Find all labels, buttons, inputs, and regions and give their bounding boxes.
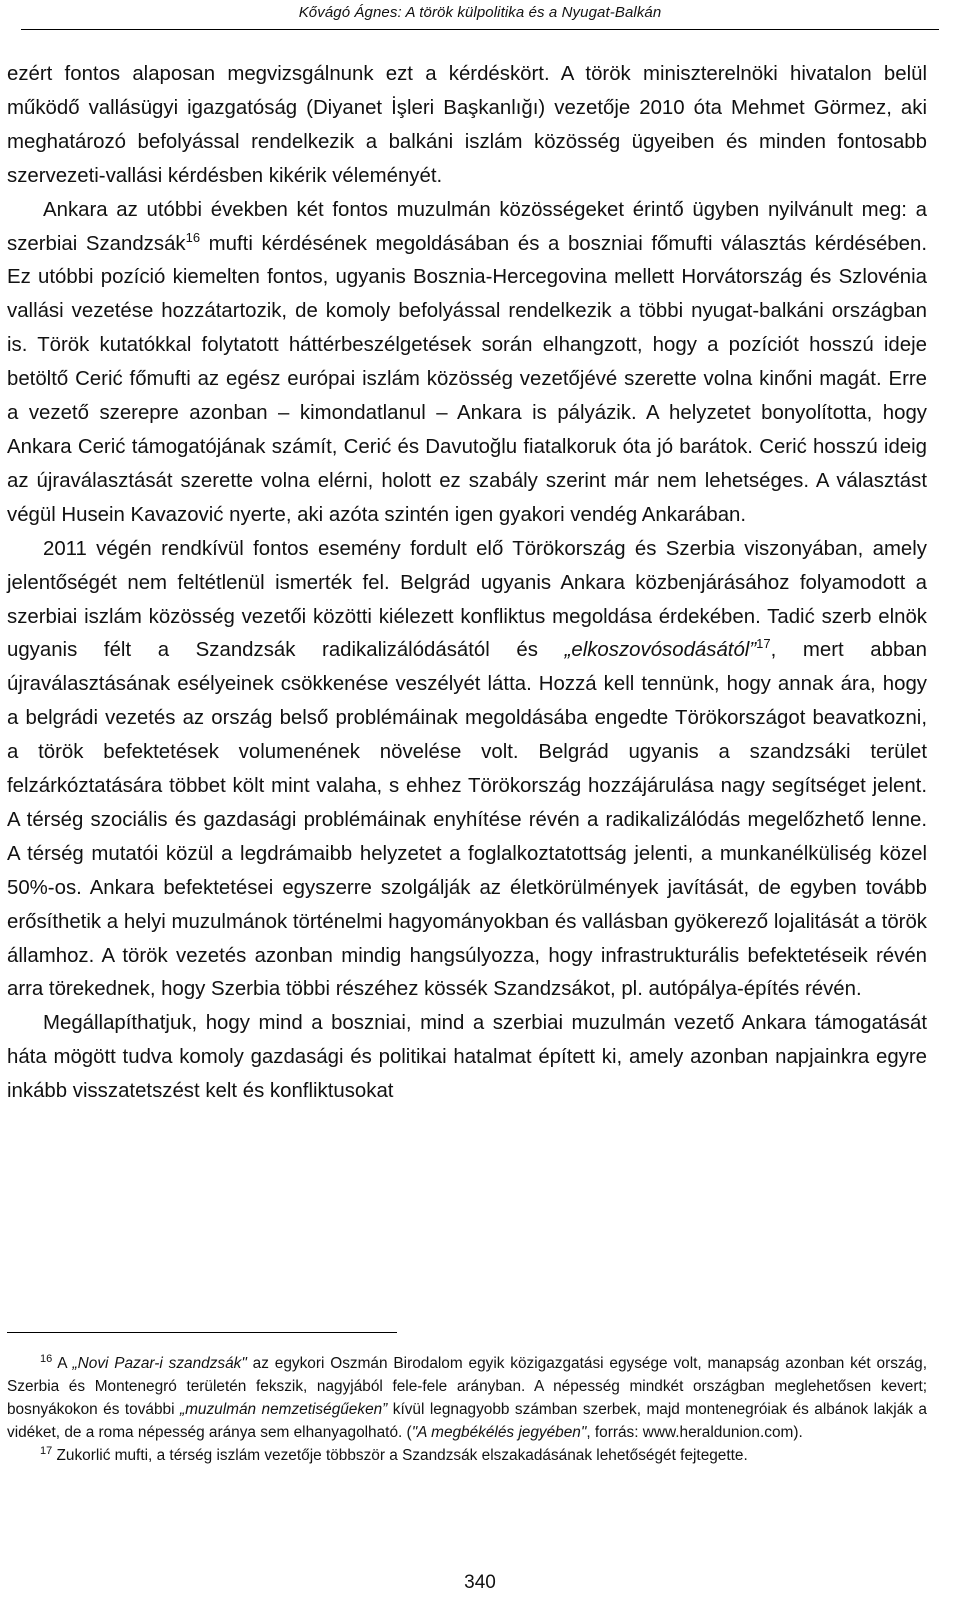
running-header	[0, 4, 960, 30]
quoted-term: „elkoszovósodásától”	[564, 639, 757, 662]
footnote-ref-17[interactable]: 17	[756, 636, 771, 652]
paragraph-1-text: ezért fontos alaposan megvizsgálnunk ezt a kérdéskört. A török miniszterelnöki hivatalon belül működő vallásügyi igazgatóság (Diyanet İşleri Başkanlığı) vezetője 2010 óta Mehmet Görmez, aki meghatározó befolyással rendelkezik a balkáni iszlám közösség ügyeiben és minden fontosabb szervezeti-vallási kérdésben kikérik véleményét.	[7, 63, 927, 187]
footnote-17	[7, 1444, 927, 1467]
page-number: 340	[464, 1572, 496, 1593]
paragraph-1	[7, 58, 927, 194]
main-text	[7, 58, 927, 1109]
footnote-17-number: 17	[40, 1444, 53, 1457]
paragraph-3-text-a: 2011 végén rendkívül fontos esemény fordult elő Törökország és Szerbia viszonyában, amely jelentőségét nem feltétlenül ismerték fel. Belgrád ugyanis Ankara közbenjárásához folyamodott a szerbiai iszlám közösség vezetői közötti kiélezett konfliktus megoldása érdekében. Tadić szerb elnök ugyanis félt a Szandzsák radikalizálódásától és	[7, 537, 927, 662]
paragraph-3	[7, 533, 927, 1008]
footnote-16-term-2: „muzulmán nemzetiségűeken”	[179, 1401, 388, 1418]
paragraph-3-text-b: , mert abban újraválasztásának esélyeinek csökkenése veszélyét látta. Hozzá kell tennünk, hogy annak ára, hogy a belgrádi vezetés az ország belső problémáinak megoldásába engedte Törökországot beavatkozni, a török befektetések volumenének növelése volt. Belgrád ugyanis a szandzsáki terület felzárkóztatására többet költ mint valaha, s ehhez Törökország hozzájárulása nagy segítséget jelent. A térség szociális és gazdasági problémáinak enyhítése révén a radikalizálódás megelőzhető lenne. A térség mutatói közül a legdrámaibb helyzetet a foglalkoztatottság jelenti, a munkanélküliség közel 50%-os. Ankara befektetései egyszerre szolgálják az életkörülmények javítását, de egyben tovább erősíthetik a helyi muzulmánok történelmi hagyományokban és vallásban gyökerező lojalitását a török államhoz. A török vezetés azonban mindig hangsúlyozza, hogy infrastrukturális befektetéseik révén arra törekednek, hogy Szerbia többi részéhez kössék Szandzsákot, pl. autópálya-építés révén.	[7, 639, 927, 1001]
running-title: Kővágó Ágnes: A török külpolitika és a Nyugat-Balkán	[298, 4, 662, 21]
footnote-16-number: 16	[40, 1352, 53, 1365]
footnote-16-text-a: A	[52, 1355, 73, 1372]
footnote-16-term: „Novi Pazar-i szandzsák"	[72, 1355, 247, 1372]
paragraph-4	[7, 1007, 927, 1109]
paragraph-2-text-a: Ankara az utóbbi években két fontos muzulmán közösségeket érintő ügyben nyilvánult meg: a szerbiai Szandzsák	[7, 198, 927, 255]
paragraph-2	[7, 194, 927, 533]
footnote-separator	[7, 1332, 397, 1333]
footnote-17-text: Zukorlić mufti, a térség iszlám vezetője többször a Szandzsák elszakadásának lehetőségét fejtegette.	[52, 1447, 748, 1464]
footnotes	[7, 1352, 927, 1467]
paragraph-2-text-b: mufti kérdésének megoldásában és a boszniai főmufti választás kérdésében. Ez utóbbi pozíció kiemelten fontos, ugyanis Bosznia-Hercegovina mellett Horvátország és Szlovénia vallási vezetése hozzátartozik, de komoly befolyással rendelkezik a többi nyugat-balkáni országban is. Török kutatókkal folytatott háttérbeszélgetések során elhangzott, hogy a pozíciót hosszú ideje betöltő Cerić főmufti az egész európai iszlám közösség vezetőjévé szerette volna kinőni magát. Erre a vezető szerepre azonban – kimondatlanul – Ankara is pályázik. A helyzetet bonyolította, hogy Ankara Cerić támogatójának számít, Cerić és Davutoğlu fiatalkoruk óta jó barátok. Cerić hosszú ideig az újraválasztását szerette volna elérni, holott ez szabály szerint már nem lehetséges. A választást végül Husein Kavazović nyerte, aki azóta szintén igen gyakori vendég Ankarában.	[7, 232, 927, 526]
footnote-16-text-c: kívül legnagyobb számban szerbek, majd montenegróiak és albánok lakják a vidéket, de a roma népesség aránya sem elhanyagolható. (	[7, 1401, 927, 1441]
footnote-16-source: "A megbékélés jegyében"	[411, 1424, 587, 1441]
footnote-16-text-d: , forrás: www.heraldunion.com).	[586, 1424, 803, 1441]
paragraph-4-text: Megállapíthatjuk, hogy mind a boszniai, mind a szerbiai muzulmán vezető Ankara támogatását háta mögött tudva komoly gazdasági és politikai hatalmat épített ki, amely azonban napjainkra egyre inkább visszatetszést kelt és konfliktusokat	[7, 1012, 927, 1103]
footnote-ref-16[interactable]: 16	[185, 229, 201, 245]
footnote-16-text-b: az egykori Oszmán Birodalom egyik közigazgatási egysége volt, manapság azonban két ország, Szerbia és Montenegró területén fekszik, nagyjából fele-fele arányban. A népesség mindkét országban meglehetősen kevert; bosnyákokon és további	[7, 1355, 928, 1418]
footnote-16	[7, 1352, 927, 1444]
